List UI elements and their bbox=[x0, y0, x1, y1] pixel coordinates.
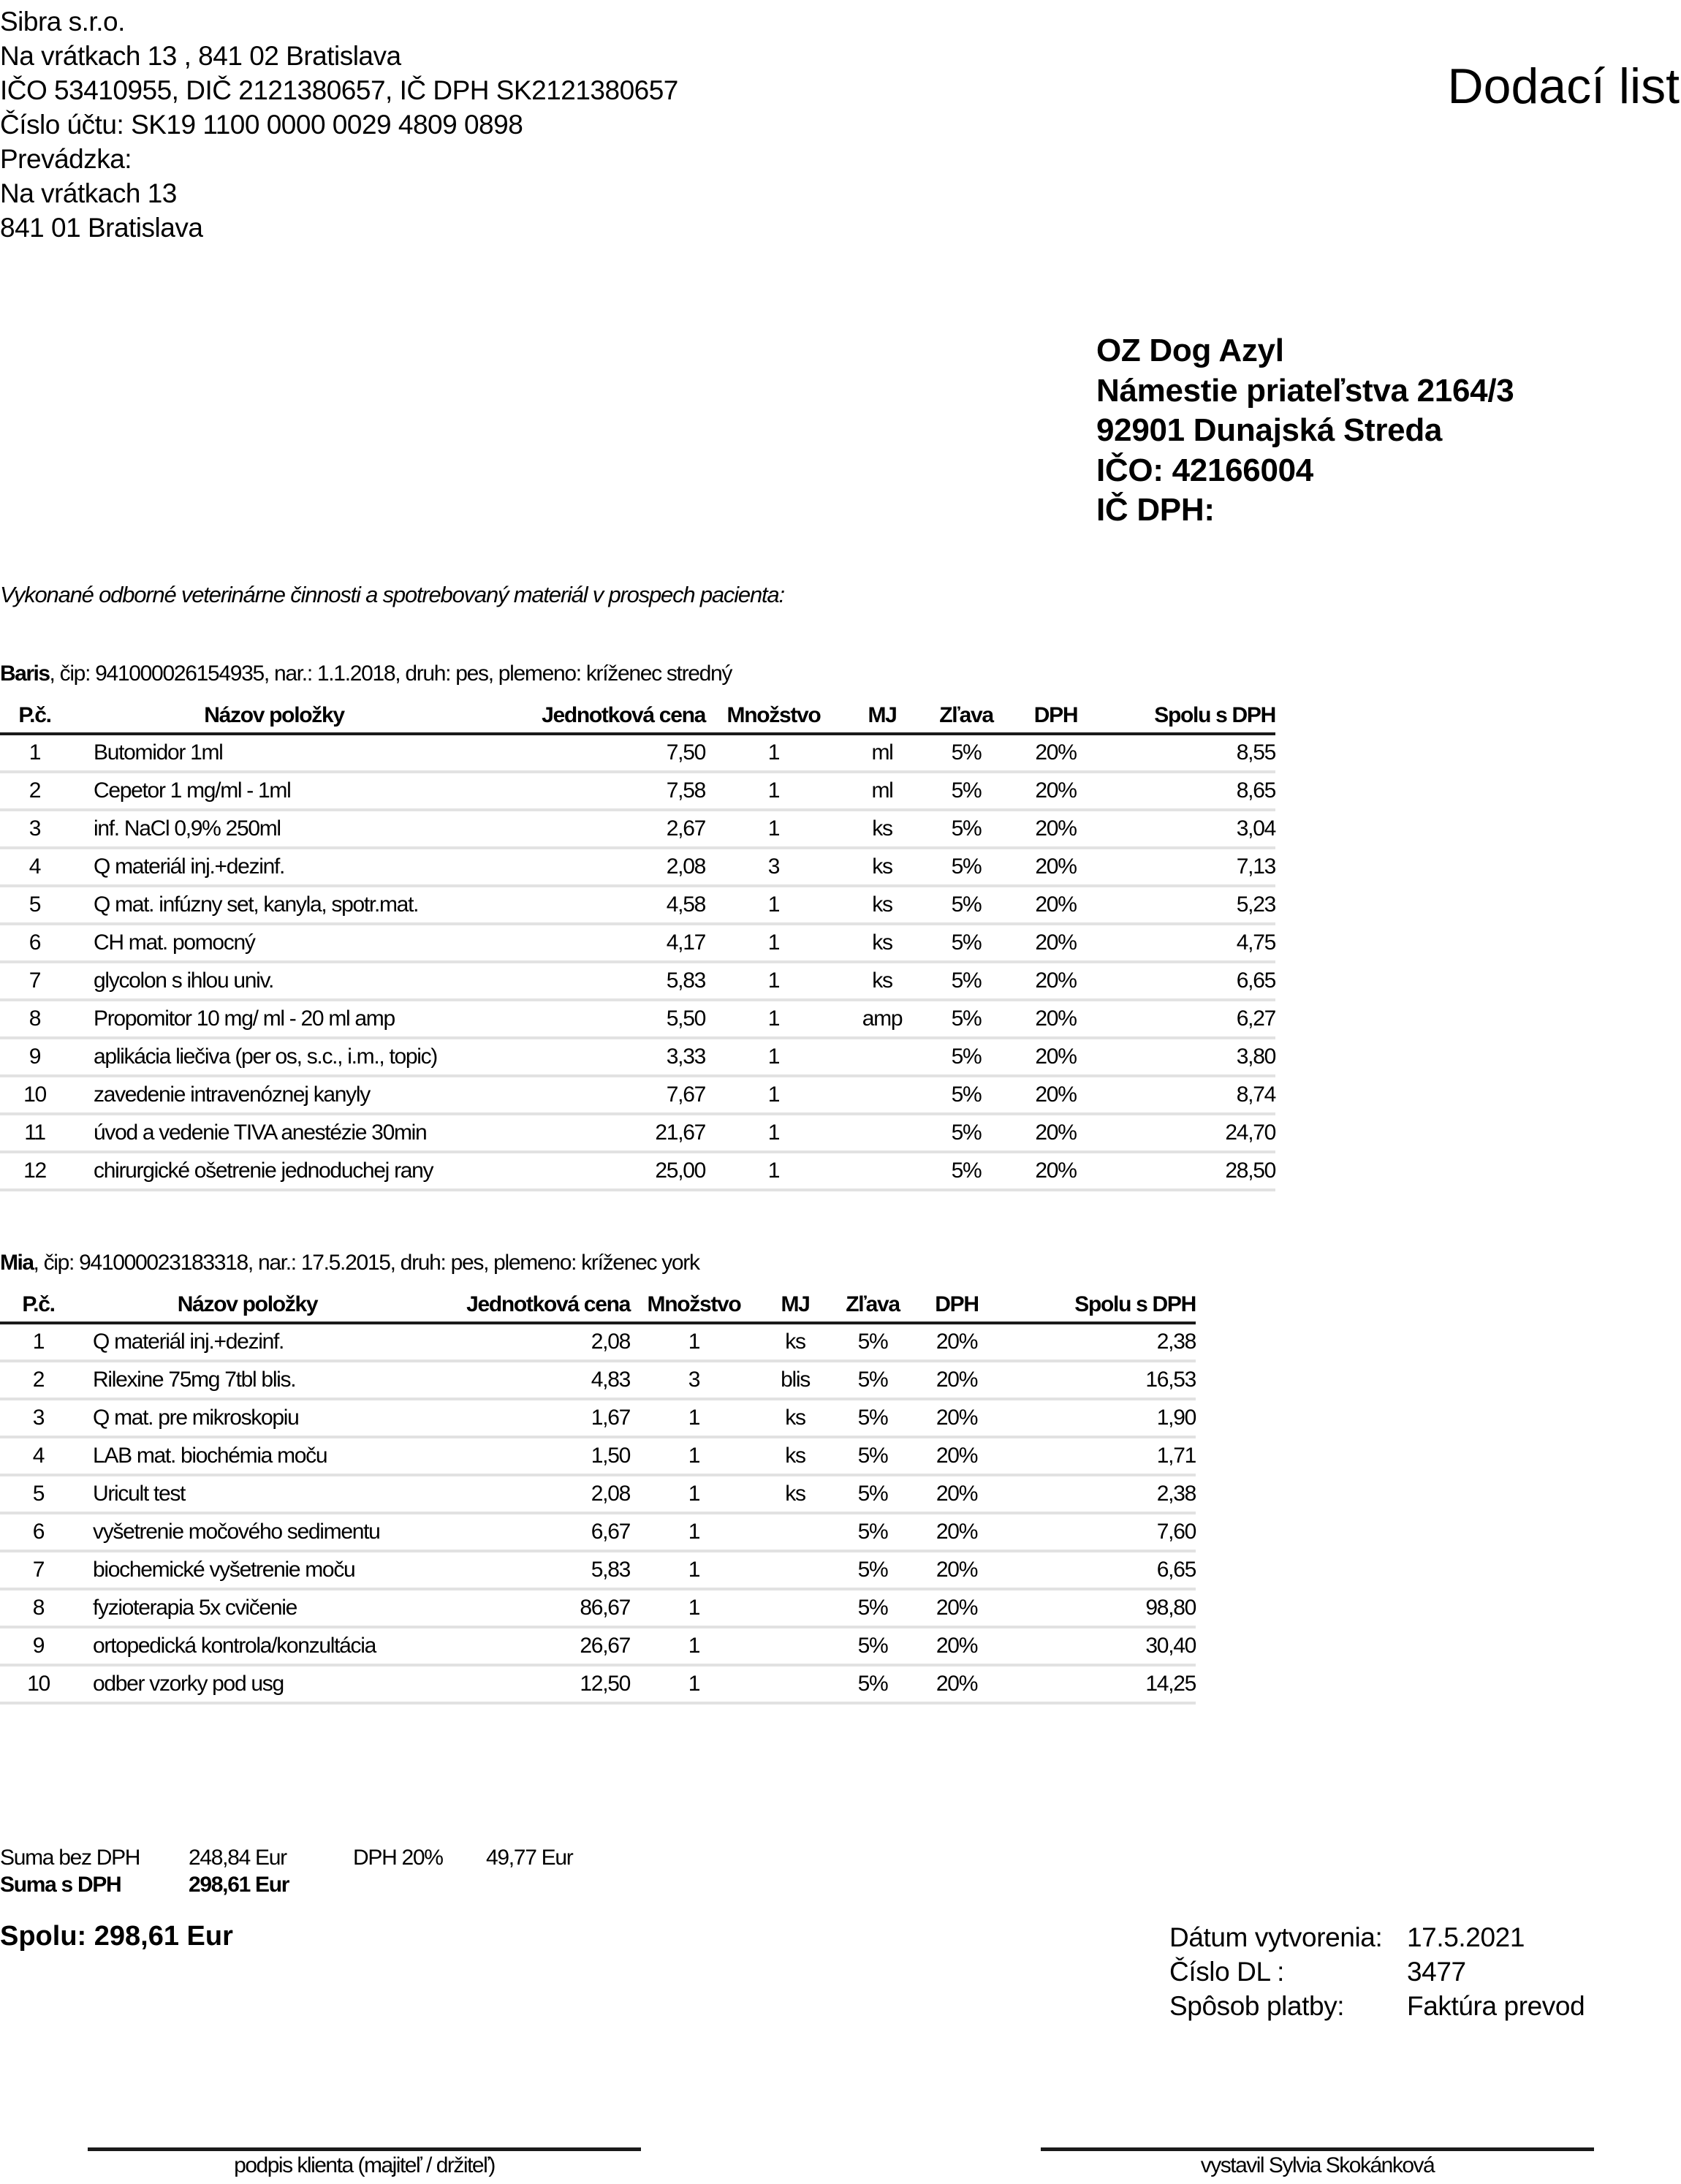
col-header-total: Spolu s DPH bbox=[1101, 699, 1275, 734]
cell-no: 1 bbox=[0, 734, 69, 772]
table-row bbox=[0, 1114, 1275, 1152]
cell-vat: 20% bbox=[1010, 848, 1101, 886]
cell-discount: 5% bbox=[922, 1114, 1010, 1152]
table-row bbox=[0, 886, 1275, 924]
info-payment-value: Faktúra prevod bbox=[1407, 1991, 1585, 2021]
cell-vat: 20% bbox=[913, 1513, 1001, 1551]
summary-net-value: 248,84 Eur bbox=[189, 1846, 287, 1870]
info-created-label: Dátum vytvorenia: bbox=[1169, 1922, 1383, 1952]
cell-unit-price: 1,50 bbox=[418, 1437, 630, 1475]
col-header-discount: Zľava bbox=[922, 699, 1010, 734]
col-header-mj: MJ bbox=[842, 699, 922, 734]
table-header-row bbox=[0, 1288, 1196, 1323]
summary-gross-value: 298,61 Eur bbox=[189, 1873, 289, 1897]
cell-discount: 5% bbox=[922, 886, 1010, 924]
cell-mj: ks bbox=[842, 924, 922, 962]
cell-discount: 5% bbox=[832, 1589, 913, 1627]
table-header-row bbox=[0, 699, 1275, 734]
cell-vat: 20% bbox=[1010, 1076, 1101, 1114]
cell-total: 5,23 bbox=[1101, 886, 1275, 924]
col-header-total: Spolu s DPH bbox=[1001, 1288, 1196, 1323]
cell-qty: 1 bbox=[630, 1627, 758, 1665]
cell-qty: 1 bbox=[705, 1038, 842, 1076]
cell-vat: 20% bbox=[1010, 1152, 1101, 1190]
cell-total: 8,65 bbox=[1101, 772, 1275, 810]
seller-name: Sibra s.r.o. bbox=[0, 7, 125, 37]
cell-qty: 1 bbox=[630, 1665, 758, 1703]
client-signature-label: podpis klienta (majiteľ / držiteľ) bbox=[234, 2153, 495, 2177]
cell-vat: 20% bbox=[913, 1399, 1001, 1437]
table-row bbox=[0, 1361, 1196, 1399]
cell-no: 3 bbox=[0, 1399, 77, 1437]
col-header-vat: DPH bbox=[913, 1288, 1001, 1323]
cell-total: 7,60 bbox=[1001, 1513, 1196, 1551]
table-row bbox=[0, 1551, 1196, 1589]
cell-mj: ks bbox=[842, 848, 922, 886]
cell-total: 98,80 bbox=[1001, 1589, 1196, 1627]
cell-item-name: ortopedická kontrola/konzultácia bbox=[77, 1627, 418, 1665]
cell-total: 1,71 bbox=[1001, 1437, 1196, 1475]
cell-no: 3 bbox=[0, 810, 69, 848]
customer-address-block bbox=[1096, 331, 1514, 531]
cell-unit-price: 2,08 bbox=[418, 1323, 630, 1361]
patient-details: , čip: 941000023183318, nar.: 17.5.2015, druh: pes, plemeno: kríženec york bbox=[33, 1251, 699, 1275]
table-row bbox=[0, 1665, 1196, 1703]
cell-no: 7 bbox=[0, 962, 69, 1000]
patient-details: , čip: 941000026154935, nar.: 1.1.2018, druh: pes, plemeno: kríženec stredný bbox=[49, 661, 732, 686]
cell-item-name: biochemické vyšetrenie moču bbox=[77, 1551, 418, 1589]
cell-unit-price: 5,83 bbox=[418, 1551, 630, 1589]
cell-vat: 20% bbox=[1010, 1000, 1101, 1038]
cell-qty: 1 bbox=[705, 1076, 842, 1114]
cell-item-name: Butomidor 1ml bbox=[69, 734, 479, 772]
cell-vat: 20% bbox=[1010, 1038, 1101, 1076]
seller-premises-street: Na vrátkach 13 bbox=[0, 178, 177, 208]
cell-discount: 5% bbox=[922, 734, 1010, 772]
cell-qty: 1 bbox=[630, 1437, 758, 1475]
seller-bank-account: Číslo účtu: SK19 1100 0000 0029 4809 0898 bbox=[0, 110, 523, 140]
cell-unit-price: 7,58 bbox=[479, 772, 705, 810]
cell-discount: 5% bbox=[832, 1399, 913, 1437]
cell-no: 10 bbox=[0, 1076, 69, 1114]
cell-mj: ks bbox=[842, 886, 922, 924]
cell-qty: 1 bbox=[705, 1152, 842, 1190]
cell-no: 6 bbox=[0, 1513, 77, 1551]
info-number-value: 3477 bbox=[1407, 1957, 1466, 1987]
col-header-qty: Množstvo bbox=[630, 1288, 758, 1323]
cell-discount: 5% bbox=[832, 1665, 913, 1703]
cell-total: 4,75 bbox=[1101, 924, 1275, 962]
cell-item-name: chirurgické ošetrenie jednoduchej rany bbox=[69, 1152, 479, 1190]
col-header-qty: Množstvo bbox=[705, 699, 842, 734]
cell-unit-price: 12,50 bbox=[418, 1665, 630, 1703]
seller-premises-city: 841 01 Bratislava bbox=[0, 213, 203, 243]
cell-no: 1 bbox=[0, 1323, 77, 1361]
info-payment-row bbox=[1169, 1989, 1585, 2023]
cell-unit-price: 21,67 bbox=[479, 1114, 705, 1152]
info-created-row bbox=[1169, 1920, 1525, 1954]
cell-qty: 1 bbox=[630, 1399, 758, 1437]
cell-mj bbox=[758, 1627, 832, 1665]
grand-total: Spolu: 298,61 Eur bbox=[0, 1921, 233, 1952]
col-header-no: P.č. bbox=[0, 699, 69, 734]
cell-total: 8,74 bbox=[1101, 1076, 1275, 1114]
patient-header bbox=[0, 661, 732, 686]
cell-item-name: vyšetrenie močového sedimentu bbox=[77, 1513, 418, 1551]
cell-discount: 5% bbox=[922, 1038, 1010, 1076]
cell-no: 5 bbox=[0, 886, 69, 924]
cell-unit-price: 6,67 bbox=[418, 1513, 630, 1551]
cell-no: 4 bbox=[0, 848, 69, 886]
cell-qty: 1 bbox=[630, 1513, 758, 1551]
info-number-row bbox=[1169, 1954, 1466, 1989]
summary-vat-value: 49,77 Eur bbox=[486, 1846, 573, 1870]
cell-total: 30,40 bbox=[1001, 1627, 1196, 1665]
cell-item-name: Q materiál inj.+dezinf. bbox=[77, 1323, 418, 1361]
cell-no: 4 bbox=[0, 1437, 77, 1475]
cell-total: 6,65 bbox=[1101, 962, 1275, 1000]
cell-discount: 5% bbox=[922, 924, 1010, 962]
cell-qty: 1 bbox=[630, 1323, 758, 1361]
cell-mj: ks bbox=[842, 962, 922, 1000]
cell-qty: 1 bbox=[705, 1114, 842, 1152]
cell-no: 10 bbox=[0, 1665, 77, 1703]
issuer-signature-label: vystavil Sylvia Skokánková bbox=[1200, 2153, 1435, 2177]
cell-qty: 1 bbox=[705, 886, 842, 924]
cell-qty: 3 bbox=[630, 1361, 758, 1399]
cell-vat: 20% bbox=[913, 1323, 1001, 1361]
cell-mj: ml bbox=[842, 734, 922, 772]
customer-ico: IČO: 42166004 bbox=[1096, 452, 1313, 488]
cell-no: 7 bbox=[0, 1551, 77, 1589]
cell-item-name: Q mat. infúzny set, kanyla, spotr.mat. bbox=[69, 886, 479, 924]
table-row bbox=[0, 1437, 1196, 1475]
cell-discount: 5% bbox=[832, 1627, 913, 1665]
cell-discount: 5% bbox=[832, 1551, 913, 1589]
cell-vat: 20% bbox=[1010, 1114, 1101, 1152]
summary-net-row bbox=[0, 1846, 658, 1872]
cell-mj bbox=[842, 1076, 922, 1114]
cell-qty: 1 bbox=[630, 1589, 758, 1627]
cell-qty: 1 bbox=[705, 962, 842, 1000]
table-row bbox=[0, 1152, 1275, 1190]
cell-item-name: úvod a vedenie TIVA anestézie 30min bbox=[69, 1114, 479, 1152]
cell-no: 11 bbox=[0, 1114, 69, 1152]
intro-text: Vykonané odborné veterinárne činnosti a spotrebovaný materiál v prospech pacienta: bbox=[0, 582, 784, 607]
table-row bbox=[0, 1513, 1196, 1551]
cell-total: 3,04 bbox=[1101, 810, 1275, 848]
table-row bbox=[0, 1399, 1196, 1437]
cell-mj bbox=[758, 1551, 832, 1589]
cell-vat: 20% bbox=[913, 1627, 1001, 1665]
col-header-discount: Zľava bbox=[832, 1288, 913, 1323]
cell-mj bbox=[758, 1513, 832, 1551]
cell-no: 6 bbox=[0, 924, 69, 962]
cell-vat: 20% bbox=[1010, 886, 1101, 924]
cell-discount: 5% bbox=[832, 1475, 913, 1513]
cell-vat: 20% bbox=[1010, 962, 1101, 1000]
cell-mj: blis bbox=[758, 1361, 832, 1399]
cell-item-name: fyzioterapia 5x cvičenie bbox=[77, 1589, 418, 1627]
table-row bbox=[0, 924, 1275, 962]
cell-item-name: aplikácia liečiva (per os, s.c., i.m., topic) bbox=[69, 1038, 479, 1076]
cell-discount: 5% bbox=[832, 1513, 913, 1551]
seller-address-block bbox=[0, 4, 678, 245]
cell-qty: 1 bbox=[705, 772, 842, 810]
cell-mj bbox=[842, 1114, 922, 1152]
cell-discount: 5% bbox=[922, 772, 1010, 810]
table-row bbox=[0, 848, 1275, 886]
cell-no: 9 bbox=[0, 1627, 77, 1665]
table-row bbox=[0, 810, 1275, 848]
col-header-no: P.č. bbox=[0, 1288, 77, 1323]
cell-mj bbox=[842, 1152, 922, 1190]
cell-unit-price: 5,83 bbox=[479, 962, 705, 1000]
cell-unit-price: 7,50 bbox=[479, 734, 705, 772]
cell-vat: 20% bbox=[913, 1551, 1001, 1589]
cell-discount: 5% bbox=[922, 1000, 1010, 1038]
cell-unit-price: 2,67 bbox=[479, 810, 705, 848]
cell-qty: 1 bbox=[705, 924, 842, 962]
table-row bbox=[0, 734, 1275, 772]
summary-vat-label: DPH 20% bbox=[353, 1846, 443, 1870]
cell-total: 6,65 bbox=[1001, 1551, 1196, 1589]
cell-mj: amp bbox=[842, 1000, 922, 1038]
cell-discount: 5% bbox=[922, 1152, 1010, 1190]
table-row bbox=[0, 1475, 1196, 1513]
cell-total: 2,38 bbox=[1001, 1475, 1196, 1513]
customer-ic-dph: IČ DPH: bbox=[1096, 492, 1215, 528]
cell-item-name: inf. NaCl 0,9% 250ml bbox=[69, 810, 479, 848]
table-row bbox=[0, 1323, 1196, 1361]
cell-vat: 20% bbox=[913, 1475, 1001, 1513]
info-payment-label: Spôsob platby: bbox=[1169, 1991, 1345, 2021]
client-signature-line bbox=[88, 2147, 641, 2151]
cell-unit-price: 1,67 bbox=[418, 1399, 630, 1437]
cell-qty: 3 bbox=[705, 848, 842, 886]
patient-header bbox=[0, 1251, 699, 1275]
col-header-mj: MJ bbox=[758, 1288, 832, 1323]
cell-discount: 5% bbox=[832, 1323, 913, 1361]
cell-mj: ks bbox=[758, 1475, 832, 1513]
info-created-value: 17.5.2021 bbox=[1407, 1922, 1525, 1952]
col-header-unit-price: Jednotková cena bbox=[479, 699, 705, 734]
cell-total: 1,90 bbox=[1001, 1399, 1196, 1437]
cell-discount: 5% bbox=[922, 848, 1010, 886]
cell-item-name: glycolon s ihlou univ. bbox=[69, 962, 479, 1000]
cell-qty: 1 bbox=[705, 1000, 842, 1038]
cell-unit-price: 25,00 bbox=[479, 1152, 705, 1190]
cell-unit-price: 5,50 bbox=[479, 1000, 705, 1038]
cell-unit-price: 3,33 bbox=[479, 1038, 705, 1076]
cell-item-name: Q mat. pre mikroskopiu bbox=[77, 1399, 418, 1437]
customer-name: OZ Dog Azyl bbox=[1096, 333, 1284, 368]
cell-mj: ks bbox=[842, 810, 922, 848]
col-header-name: Názov položky bbox=[69, 699, 479, 734]
cell-qty: 1 bbox=[705, 734, 842, 772]
cell-mj: ks bbox=[758, 1323, 832, 1361]
cell-vat: 20% bbox=[913, 1589, 1001, 1627]
cell-unit-price: 4,83 bbox=[418, 1361, 630, 1399]
cell-discount: 5% bbox=[922, 962, 1010, 1000]
cell-qty: 1 bbox=[630, 1551, 758, 1589]
cell-item-name: LAB mat. biochémia moču bbox=[77, 1437, 418, 1475]
cell-mj: ks bbox=[758, 1399, 832, 1437]
col-header-unit-price: Jednotková cena bbox=[418, 1288, 630, 1323]
seller-premises-label: Prevádzka: bbox=[0, 144, 132, 174]
cell-unit-price: 2,08 bbox=[479, 848, 705, 886]
cell-unit-price: 2,08 bbox=[418, 1475, 630, 1513]
cell-total: 24,70 bbox=[1101, 1114, 1275, 1152]
cell-qty: 1 bbox=[705, 810, 842, 848]
table-row bbox=[0, 1627, 1196, 1665]
table-row bbox=[0, 962, 1275, 1000]
cell-mj bbox=[842, 1038, 922, 1076]
cell-total: 8,55 bbox=[1101, 734, 1275, 772]
patient-name: Baris bbox=[0, 661, 50, 686]
cell-discount: 5% bbox=[832, 1361, 913, 1399]
cell-unit-price: 7,67 bbox=[479, 1076, 705, 1114]
customer-city: 92901 Dunajská Streda bbox=[1096, 412, 1443, 448]
cell-discount: 5% bbox=[922, 810, 1010, 848]
info-number-label: Číslo DL : bbox=[1169, 1957, 1285, 1987]
cell-total: 7,13 bbox=[1101, 848, 1275, 886]
cell-vat: 20% bbox=[913, 1665, 1001, 1703]
cell-item-name: Uricult test bbox=[77, 1475, 418, 1513]
issuer-signature-line bbox=[1041, 2147, 1594, 2151]
cell-discount: 5% bbox=[832, 1437, 913, 1475]
patient-name: Mia bbox=[0, 1251, 34, 1275]
cell-unit-price: 4,58 bbox=[479, 886, 705, 924]
summary-gross-label: Suma s DPH bbox=[0, 1873, 121, 1897]
document-info-block bbox=[1169, 1920, 1585, 2023]
cell-vat: 20% bbox=[1010, 734, 1101, 772]
cell-vat: 20% bbox=[913, 1437, 1001, 1475]
cell-total: 28,50 bbox=[1101, 1152, 1275, 1190]
cell-mj: ks bbox=[758, 1437, 832, 1475]
table-row bbox=[0, 772, 1275, 810]
cell-item-name: odber vzorky pod usg bbox=[77, 1665, 418, 1703]
seller-tax-ids: IČO 53410955, DIČ 2121380657, IČ DPH SK2121380657 bbox=[0, 75, 678, 105]
seller-address: Na vrátkach 13 , 841 02 Bratislava bbox=[0, 41, 401, 71]
cell-no: 8 bbox=[0, 1589, 77, 1627]
cell-no: 5 bbox=[0, 1475, 77, 1513]
cell-item-name: Propomitor 10 mg/ ml - 20 ml amp bbox=[69, 1000, 479, 1038]
col-header-vat: DPH bbox=[1010, 699, 1101, 734]
cell-unit-price: 86,67 bbox=[418, 1589, 630, 1627]
cell-total: 2,38 bbox=[1001, 1323, 1196, 1361]
summary-gross-row bbox=[0, 1873, 658, 1899]
cell-vat: 20% bbox=[1010, 924, 1101, 962]
cell-mj: ml bbox=[842, 772, 922, 810]
cell-item-name: Q materiál inj.+dezinf. bbox=[69, 848, 479, 886]
cell-no: 12 bbox=[0, 1152, 69, 1190]
table-row bbox=[0, 1076, 1275, 1114]
items-table bbox=[0, 1288, 1196, 1705]
cell-item-name: zavedenie intravenóznej kanyly bbox=[69, 1076, 479, 1114]
cell-total: 3,80 bbox=[1101, 1038, 1275, 1076]
cell-total: 6,27 bbox=[1101, 1000, 1275, 1038]
cell-qty: 1 bbox=[630, 1475, 758, 1513]
cell-unit-price: 4,17 bbox=[479, 924, 705, 962]
cell-discount: 5% bbox=[922, 1076, 1010, 1114]
cell-no: 2 bbox=[0, 772, 69, 810]
table-row bbox=[0, 1038, 1275, 1076]
cell-unit-price: 26,67 bbox=[418, 1627, 630, 1665]
cell-vat: 20% bbox=[1010, 810, 1101, 848]
cell-item-name: CH mat. pomocný bbox=[69, 924, 479, 962]
cell-item-name: Rilexine 75mg 7tbl blis. bbox=[77, 1361, 418, 1399]
col-header-name: Názov položky bbox=[77, 1288, 418, 1323]
cell-vat: 20% bbox=[913, 1361, 1001, 1399]
cell-vat: 20% bbox=[1010, 772, 1101, 810]
document-title: Dodací list bbox=[1447, 58, 1680, 114]
table-row bbox=[0, 1000, 1275, 1038]
customer-street: Námestie priateľstva 2164/3 bbox=[1096, 372, 1514, 409]
summary-net-label: Suma bez DPH bbox=[0, 1846, 140, 1870]
cell-mj bbox=[758, 1589, 832, 1627]
cell-no: 8 bbox=[0, 1000, 69, 1038]
cell-item-name: Cepetor 1 mg/ml - 1ml bbox=[69, 772, 479, 810]
cell-mj bbox=[758, 1665, 832, 1703]
cell-no: 2 bbox=[0, 1361, 77, 1399]
cell-total: 14,25 bbox=[1001, 1665, 1196, 1703]
cell-no: 9 bbox=[0, 1038, 69, 1076]
table-row bbox=[0, 1589, 1196, 1627]
cell-total: 16,53 bbox=[1001, 1361, 1196, 1399]
items-table bbox=[0, 699, 1275, 1191]
